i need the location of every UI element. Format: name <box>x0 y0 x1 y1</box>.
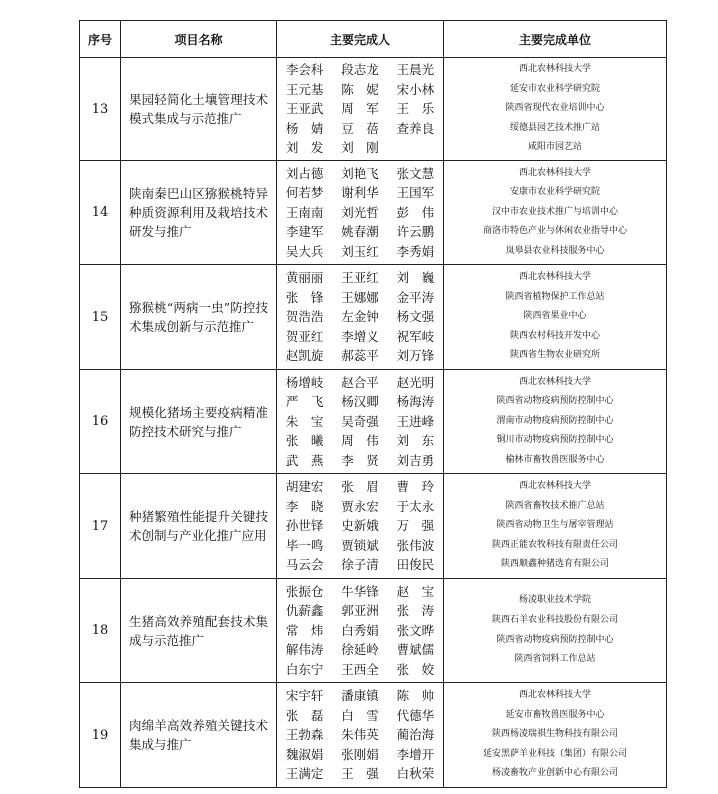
unit-name: 西北农林科技大学 <box>518 481 591 492</box>
person-name: 刘 东 <box>396 433 435 449</box>
person-name: 贾永宏 <box>341 498 379 514</box>
unit-name: 岚皋县农业科技服务中心 <box>505 245 605 256</box>
person-name: 谢利华 <box>341 185 379 201</box>
people-line <box>277 307 443 327</box>
row-index: 15 <box>80 265 121 370</box>
person-name: 史新娥 <box>341 518 379 534</box>
person-name: 段志龙 <box>341 62 379 78</box>
person-name: 吴大兵 <box>285 243 324 259</box>
people-line <box>277 725 443 745</box>
table-row <box>80 161 667 265</box>
person-name: 李增义 <box>341 328 379 344</box>
header-index: 序号 <box>80 21 121 58</box>
people-cell <box>277 370 444 474</box>
person-name: 刘玉红 <box>341 243 379 259</box>
person-name: 左金钟 <box>341 309 379 325</box>
person-name: 于太永 <box>396 498 435 514</box>
unit-name: 西北农林科技大学 <box>518 690 591 701</box>
person-name: 武 燕 <box>285 452 324 468</box>
person-name: 严 飞 <box>285 394 324 410</box>
people-line <box>277 686 443 706</box>
people-line <box>277 451 443 471</box>
unit-name: 延安市畜牧兽医服务中心 <box>505 709 605 720</box>
table-row <box>80 370 667 474</box>
person-name: 宋小林 <box>396 81 435 97</box>
person-name: 王晨光 <box>396 62 435 78</box>
person-name: 魏淑娟 <box>285 746 324 762</box>
person-name: 张伟波 <box>396 537 435 553</box>
units-cell <box>444 579 667 683</box>
table-row <box>80 683 667 788</box>
people-line <box>277 288 443 308</box>
person-name: 陈 妮 <box>341 81 379 97</box>
person-name: 解伟涛 <box>285 642 324 658</box>
project-name: 陕南秦巴山区猕猴桃特异种质资源利用及栽培技术研发与推广 <box>121 161 277 265</box>
people-line <box>277 555 443 575</box>
people-line <box>277 431 443 451</box>
person-name: 周 伟 <box>341 433 379 449</box>
people-line <box>277 119 443 139</box>
person-name: 刘万锋 <box>396 348 435 364</box>
people-line <box>277 764 443 784</box>
people-line <box>277 536 443 556</box>
row-index: 16 <box>80 370 121 474</box>
people-line <box>277 327 443 347</box>
units-cell <box>444 265 667 370</box>
person-name: 刘占德 <box>285 165 324 181</box>
people-cell <box>277 474 444 579</box>
person-name: 贾锁斌 <box>341 537 379 553</box>
people-line <box>277 183 443 203</box>
units-cell <box>444 58 667 161</box>
person-name: 张 锋 <box>285 289 324 305</box>
person-name: 曹斌儒 <box>396 642 435 658</box>
person-name: 张文慧 <box>396 165 435 181</box>
person-name: 马云会 <box>285 557 324 573</box>
person-name: 黄丽丽 <box>285 270 324 286</box>
person-name: 李 晓 <box>285 498 324 514</box>
person-name: 豆 蓓 <box>341 120 379 136</box>
person-name: 曹 玲 <box>396 479 435 495</box>
person-name: 田俊民 <box>396 557 435 573</box>
person-name: 朱 宝 <box>285 413 324 429</box>
unit-name: 绥德县园艺技术推广站 <box>509 122 600 133</box>
unit-name: 延安市农业科学研究院 <box>509 83 600 94</box>
unit-name: 西北农林科技大学 <box>518 64 591 75</box>
table-body <box>80 58 667 788</box>
person-name: 万 强 <box>396 518 435 534</box>
person-name: 刘 发 <box>285 140 324 156</box>
people-line <box>277 60 443 80</box>
units-cell <box>444 683 667 788</box>
person-name: 王勃森 <box>285 727 324 743</box>
people-line <box>277 745 443 765</box>
units-cell <box>444 370 667 474</box>
people-line <box>277 477 443 497</box>
unit-name: 安康市农业科学研究院 <box>509 187 600 198</box>
person-name: 张文晔 <box>396 622 435 638</box>
people-line <box>277 412 443 432</box>
people-line <box>277 346 443 366</box>
person-name: 祝军岐 <box>396 328 435 344</box>
person-name: 白 雪 <box>341 707 379 723</box>
unit-name: 商洛市特色产业与休闲农业指导中心 <box>482 226 627 237</box>
unit-name: 陕西正能农牧科技有限责任公司 <box>491 539 618 550</box>
person-name: 赵 宝 <box>396 583 435 599</box>
person-name: 金平涛 <box>396 289 435 305</box>
unit-name: 杨凌畜牧产业创新中心有限公司 <box>491 768 618 779</box>
person-name: 张刚娟 <box>341 746 379 762</box>
person-name: 王 强 <box>341 766 379 782</box>
person-name: 刘光哲 <box>341 204 379 220</box>
person-name: 朱伟英 <box>341 727 379 743</box>
people-line <box>277 392 443 412</box>
table-row <box>80 58 667 161</box>
header-row <box>80 21 667 58</box>
person-name: 仇薪鑫 <box>285 603 324 619</box>
person-name: 王亚红 <box>341 270 379 286</box>
person-name: 宋宇轩 <box>285 688 324 704</box>
people-line <box>277 516 443 536</box>
person-name: 白秋荣 <box>396 766 435 782</box>
person-name: 徐子清 <box>341 557 379 573</box>
table-row <box>80 265 667 370</box>
unit-name: 陕西省生物农业研究所 <box>509 350 600 361</box>
unit-name: 陕西省畜牧技术推广总站 <box>505 500 605 511</box>
person-name: 杨海涛 <box>396 394 435 410</box>
unit-name: 陕西省饲料工作总站 <box>514 654 596 665</box>
people-cell <box>277 58 444 161</box>
people-cell <box>277 579 444 683</box>
unit-name: 杨凌职业技术学院 <box>518 595 591 606</box>
unit-name: 陕西省动物卫生与屠宰管理站 <box>496 520 614 531</box>
person-name: 杨 婧 <box>285 120 324 136</box>
person-name: 张 曦 <box>285 433 324 449</box>
unit-name: 汉中市农业技术推广与培训中心 <box>491 206 618 217</box>
people-line <box>277 164 443 184</box>
row-index: 18 <box>80 579 121 683</box>
person-name: 杨文强 <box>396 309 435 325</box>
people-cell <box>277 683 444 788</box>
awards-table <box>79 20 667 788</box>
unit-name: 咸阳市园艺站 <box>527 142 582 153</box>
project-name: 猕猴桃“两病一虫”防控技术集成创新与示范推广 <box>121 265 277 370</box>
person-name: 王国军 <box>396 185 435 201</box>
person-name: 常 炜 <box>285 622 324 638</box>
row-index: 14 <box>80 161 121 265</box>
unit-name: 陕西顺鑫种猪选育有限公司 <box>500 559 609 570</box>
people-line <box>277 268 443 288</box>
unit-name: 渭南市动物疫病预防控制中心 <box>496 415 614 426</box>
header-units: 主要完成单位 <box>444 21 667 58</box>
unit-name: 榆林市畜牧兽医服务中心 <box>505 454 605 465</box>
person-name: 王元基 <box>285 81 324 97</box>
person-name: 毕一鸣 <box>285 537 324 553</box>
project-name: 肉绵羊高效养殖关键技术集成与推广 <box>121 683 277 788</box>
person-name: 杨汉卿 <box>341 394 379 410</box>
unit-name: 西北农林科技大学 <box>518 376 591 387</box>
project-name: 种猪繁殖性能提升关键技术创制与产业化推广应用 <box>121 474 277 579</box>
header-project: 项目名称 <box>121 21 277 58</box>
person-name: 王进峰 <box>396 413 435 429</box>
unit-name: 陕西杨凌瑞祺生物科技有限公司 <box>491 729 618 740</box>
people-line <box>277 99 443 119</box>
person-name: 潘康镇 <box>341 688 379 704</box>
person-name: 刘艳飞 <box>341 165 379 181</box>
person-name: 陈 帅 <box>396 688 435 704</box>
table-row <box>80 579 667 683</box>
units-cell <box>444 474 667 579</box>
person-name: 周 军 <box>341 101 379 117</box>
row-index: 17 <box>80 474 121 579</box>
person-name: 赵合平 <box>341 374 379 390</box>
header-people: 主要完成人 <box>277 21 444 58</box>
unit-name: 陕西省现代农业培训中心 <box>505 103 605 114</box>
person-name: 王 乐 <box>396 101 435 117</box>
table-row <box>80 474 667 579</box>
person-name: 蔺治海 <box>396 727 435 743</box>
person-name: 彭 伟 <box>396 204 435 220</box>
units-cell <box>444 161 667 265</box>
unit-name: 陕西农村科技开发中心 <box>509 330 600 341</box>
project-name: 生猪高效养殖配套技术集成与示范推广 <box>121 579 277 683</box>
unit-name: 陕西省果业中心 <box>523 311 587 322</box>
row-index: 13 <box>80 58 121 161</box>
people-line <box>277 222 443 242</box>
person-name: 李建军 <box>285 224 324 240</box>
people-line <box>277 706 443 726</box>
people-cell <box>277 265 444 370</box>
person-name: 李会科 <box>285 62 324 78</box>
person-name: 白秀娟 <box>341 622 379 638</box>
person-name: 郭亚洲 <box>341 603 379 619</box>
person-name: 王满定 <box>285 766 324 782</box>
person-name: 王南南 <box>285 204 324 220</box>
unit-name: 西北农林科技大学 <box>518 272 591 283</box>
person-name: 查养良 <box>396 120 435 136</box>
people-cell <box>277 161 444 265</box>
person-name: 刘 巍 <box>396 270 435 286</box>
person-name: 白东宁 <box>285 661 324 677</box>
people-line <box>277 621 443 641</box>
people-line <box>277 80 443 100</box>
person-name: 孙世铎 <box>285 518 324 534</box>
unit-name: 陕西省动物疫病预防控制中心 <box>496 634 614 645</box>
person-name: 李增开 <box>396 746 435 762</box>
project-name: 规模化猪场主要疫病精准防控技术研究与推广 <box>121 370 277 474</box>
person-name <box>388 138 443 158</box>
people-line <box>277 497 443 517</box>
people-line <box>277 242 443 262</box>
person-name: 王西全 <box>341 661 379 677</box>
unit-name: 陕西石羊农业科技股份有限公司 <box>491 614 618 625</box>
person-name: 牛华锋 <box>341 583 379 599</box>
people-line <box>277 640 443 660</box>
row-index: 19 <box>80 683 121 788</box>
person-name: 张 眉 <box>341 479 379 495</box>
unit-name: 西北农林科技大学 <box>518 167 591 178</box>
project-name: 果园轻简化土壤管理技术模式集成与示范推广 <box>121 58 277 161</box>
people-line <box>277 203 443 223</box>
person-name: 刘吉勇 <box>396 452 435 468</box>
person-name: 许云鹏 <box>396 224 435 240</box>
person-name: 吴奇强 <box>341 413 379 429</box>
unit-name: 铜川市动物疫病预防控制中心 <box>496 435 614 446</box>
person-name: 郝蕊平 <box>341 348 379 364</box>
people-line <box>277 373 443 393</box>
people-line <box>277 582 443 602</box>
person-name: 张 姣 <box>396 661 435 677</box>
people-line <box>277 138 443 158</box>
person-name: 何若梦 <box>285 185 324 201</box>
person-name: 张振仓 <box>285 583 324 599</box>
person-name: 贺亚红 <box>285 328 324 344</box>
person-name: 赵光明 <box>396 374 435 390</box>
person-name: 李秀娟 <box>396 243 435 259</box>
person-name: 张 磊 <box>285 707 324 723</box>
person-name: 杨增岐 <box>285 374 324 390</box>
unit-name: 陕西省植物保护工作总站 <box>505 291 605 302</box>
person-name: 王娜娜 <box>341 289 379 305</box>
person-name: 李 贤 <box>341 452 379 468</box>
people-line <box>277 601 443 621</box>
unit-name: 延安黑萨羊业科技（集团）有限公司 <box>482 748 627 759</box>
person-name: 王亚武 <box>285 101 324 117</box>
person-name: 刘 刚 <box>341 140 379 156</box>
person-name: 张 涛 <box>396 603 435 619</box>
unit-name: 陕西省动物疫病预防控制中心 <box>496 396 614 407</box>
person-name: 贺浩浩 <box>285 309 324 325</box>
people-line <box>277 660 443 680</box>
person-name: 代德华 <box>396 707 435 723</box>
person-name: 徐延岭 <box>341 642 379 658</box>
person-name: 胡建宏 <box>285 479 324 495</box>
person-name: 姚春潮 <box>341 224 379 240</box>
person-name: 赵凯旋 <box>285 348 324 364</box>
